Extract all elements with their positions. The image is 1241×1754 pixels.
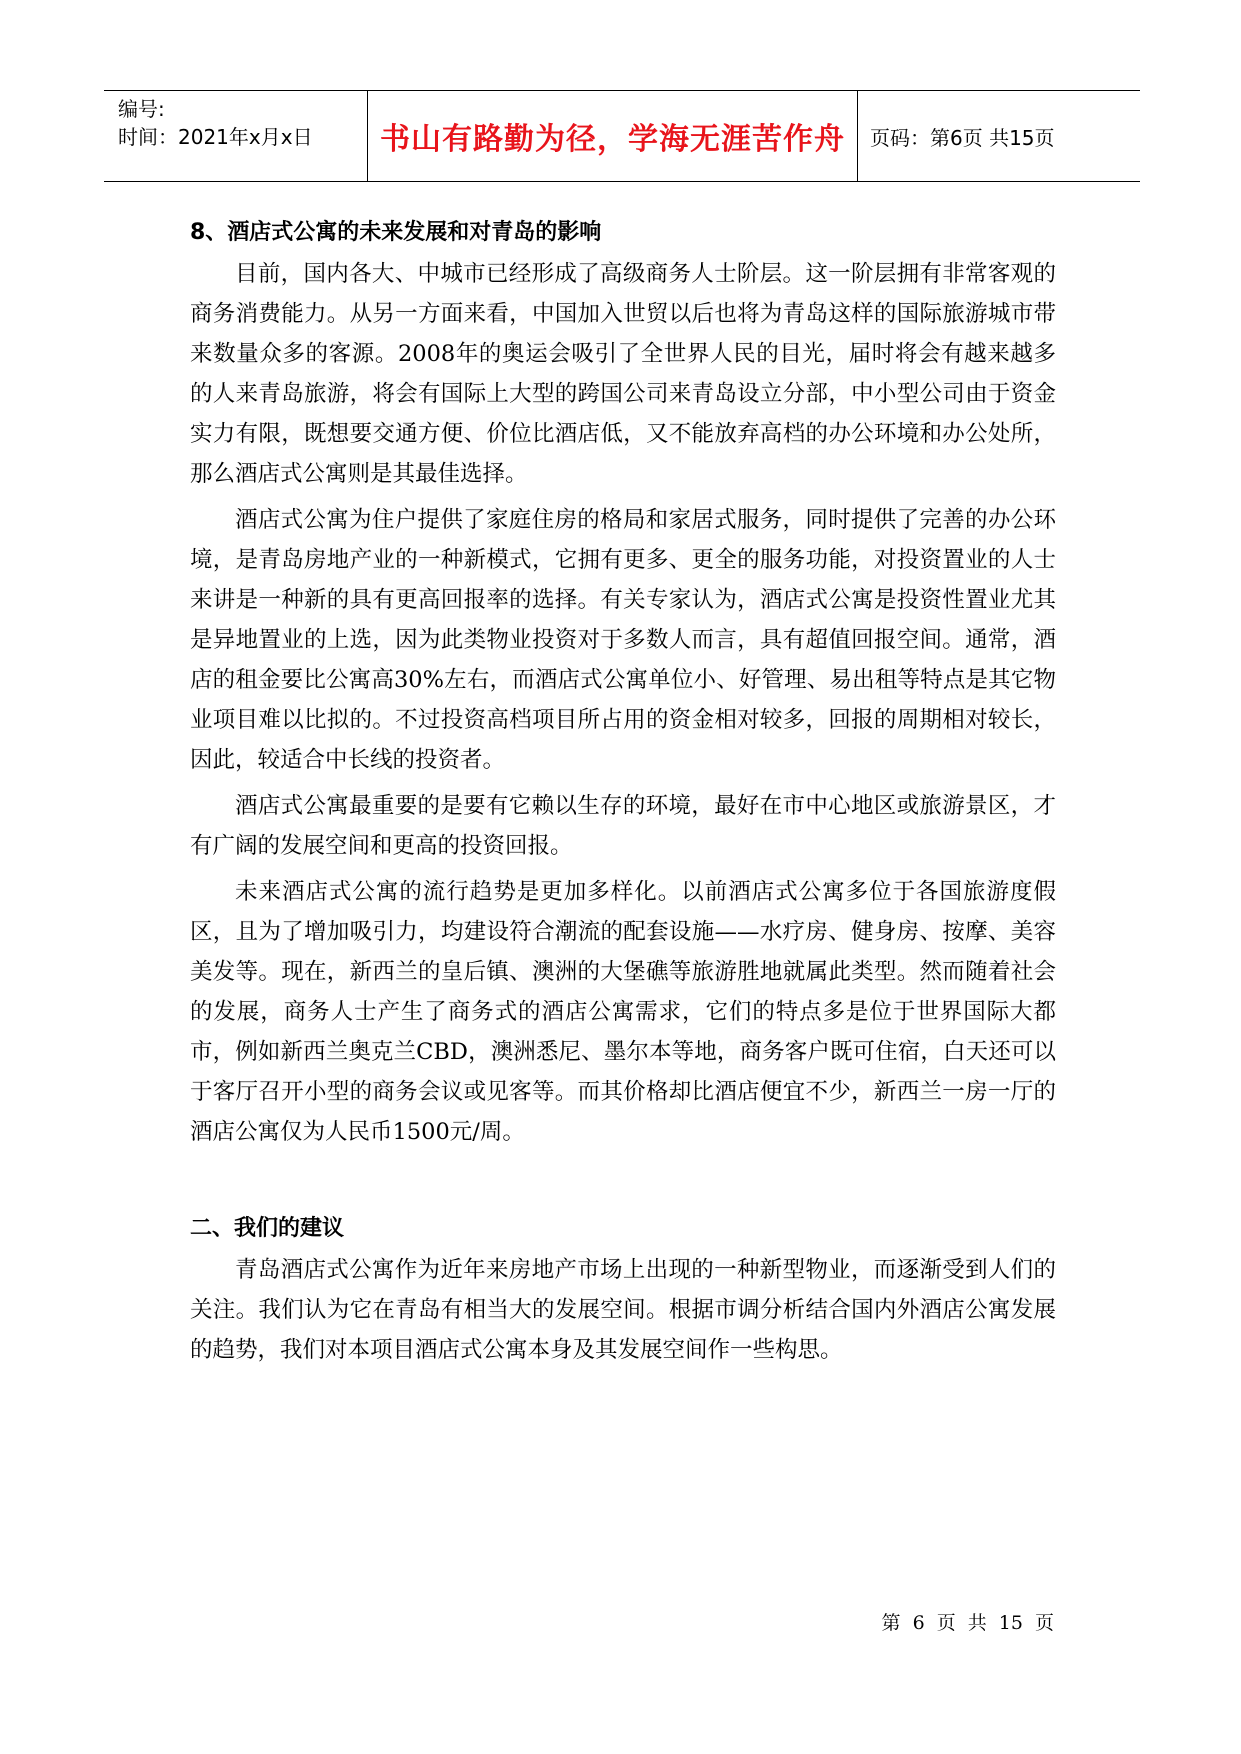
document-body — [190, 208, 1056, 1376]
section-8-heading: 8、酒店式公寓的未来发展和对青岛的影响 — [190, 220, 602, 245]
section-2-heading: 二、我们的建议 — [190, 1216, 345, 1241]
paragraph: 酒店式公寓最重要的是要有它赖以生存的环境，最好在市中心地区或旅游景区，才有广阔的发展空间和更高的投资回报。 — [190, 793, 1056, 859]
document-header — [104, 90, 1140, 182]
serial-number-label: 编号: — [118, 97, 165, 121]
page-footer: 第 6 页 共 15 页 — [881, 1612, 1054, 1634]
header-page-code: 页码：第6页 共15页 — [870, 125, 1055, 150]
paragraph: 青岛酒店式公寓作为近年来房地产市场上出现的一种新型物业，而逐渐受到人们的关注。我们认为它在青岛有相当大的发展空间。根据市调分析结合国内外酒店公寓发展的趋势，我们对本项目酒店式公寓本身及其发展空间作一些构思。 — [190, 1257, 1056, 1363]
paragraph: 目前，国内各大、中城市已经形成了高级商务人士阶层。这一阶层拥有非常客观的商务消费能力。从另一方面来看，中国加入世贸以后也将为青岛这样的国际旅游城市带来数量众多的客源。2008年的奥运会吸引了全世界人民的目光，届时将会有越来越多的人来青岛旅游，将会有国际上大型的跨国公司来青岛设立分部，中小型公司由于资金实力有限，既想要交通方便、价位比酒店低，又不能放弃高档的办公环境和办公处所，那么酒店式公寓则是其最佳选择。 — [190, 261, 1056, 487]
header-meta — [104, 91, 368, 181]
paragraph: 酒店式公寓为住户提供了家庭住房的格局和家居式服务，同时提供了完善的办公环境，是青岛房地产业的一种新模式，它拥有更多、更全的服务功能，对投资置业的人士来讲是一种新的具有更高回报率的选择。有关专家认为，酒店式公寓是投资性置业尤其是异地置业的上选，因为此类物业投资对于多数人而言，具有超值回报空间。通常，酒店的租金要比公寓高30%左右，而酒店式公寓单位小、好管理、易出租等特点是其它物业项目难以比拟的。不过投资高档项目所占用的资金相对较多，回报的周期相对较长，因此，较适合中长线的投资者。 — [190, 507, 1056, 773]
paragraph: 未来酒店式公寓的流行趋势是更加多样化。以前酒店式公寓多位于各国旅游度假区，且为了增加吸引力，均建设符合潮流的配套设施——水疗房、健身房、按摩、美容美发等。现在，新西兰的皇后镇、澳洲的大堡礁等旅游胜地就属此类型。然而随着社会的发展，商务人士产生了商务式的酒店公寓需求，它们的特点多是位于世界国际大都市，例如新西兰奥克兰CBD，澳洲悉尼、墨尔本等地，商务客户既可住宿，白天还可以于客厅召开小型的商务会议或见客等。而其价格却比酒店便宜不少，新西兰一房一厅的酒店公寓仅为人民币1500元/周。 — [190, 879, 1056, 1145]
header-motto: 书山有路勤为径，学海无涯苦作舟 — [368, 91, 858, 181]
time-label: 时间：2021年x月x日 — [118, 125, 313, 149]
